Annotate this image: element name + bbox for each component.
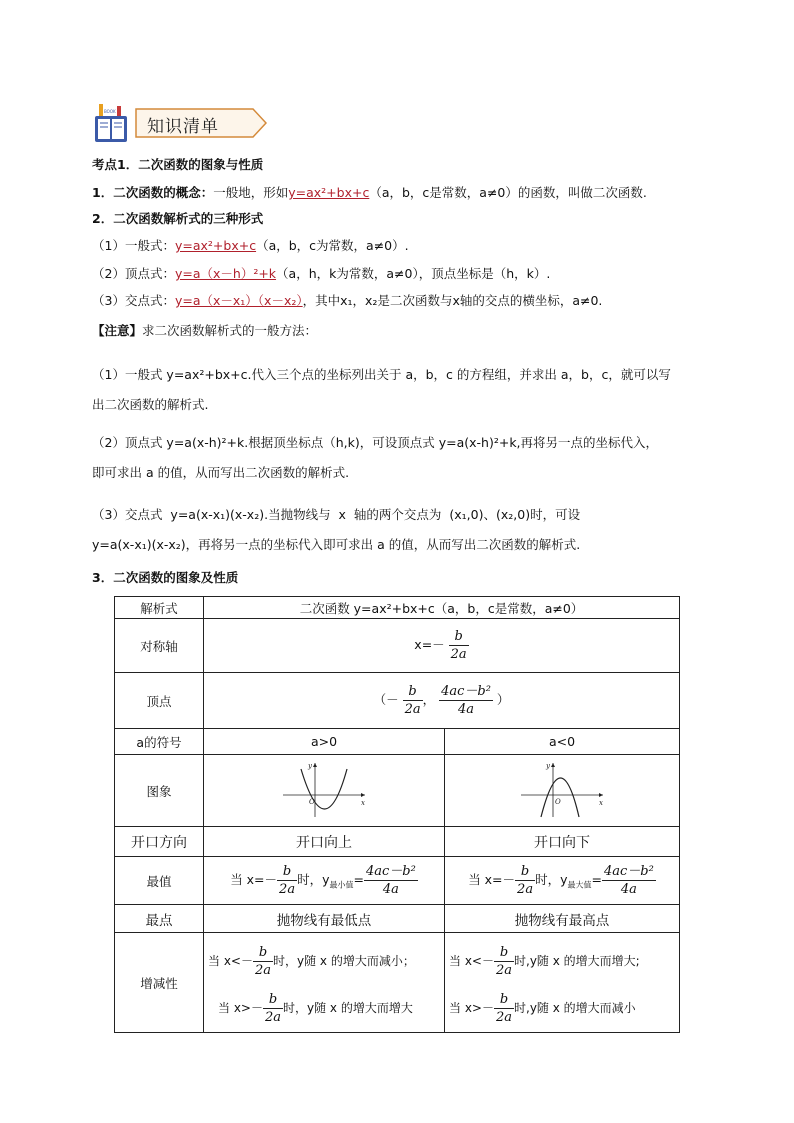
form-general xyxy=(92,237,409,255)
table-row xyxy=(115,827,680,857)
denominator: 4a xyxy=(620,882,637,897)
graph-up-cell xyxy=(204,755,445,827)
extremum-pre: 当 x=－ xyxy=(468,872,516,887)
mono-pre: 当 x>－ xyxy=(218,1000,263,1015)
denominator: 2a xyxy=(517,882,534,897)
note-paragraph-1 xyxy=(92,360,704,420)
sign-negative: a<0 xyxy=(445,729,680,755)
mono-post: 时，y随 x 的增大而增大 xyxy=(283,1000,413,1015)
mono-pre: 当 x<－ xyxy=(208,953,253,968)
form-intercept-formula: y=a（x－x₁）（x－x₂） xyxy=(174,293,303,308)
fraction xyxy=(277,863,297,898)
extremum-pre: 当 x=－ xyxy=(230,872,278,887)
form-vertex-formula: y=a（x－h）²+k xyxy=(174,266,277,281)
numerator: 4ac－b² xyxy=(603,864,654,879)
vertex-cell xyxy=(204,673,680,729)
parabola-down-graph xyxy=(517,759,607,819)
row-header: 解析式 xyxy=(115,597,204,619)
badge-label-box xyxy=(135,108,267,138)
mono-line xyxy=(449,944,675,979)
properties-table xyxy=(114,596,680,1033)
note-line xyxy=(92,322,317,340)
table-row xyxy=(115,597,680,619)
denominator: 2a xyxy=(495,1009,513,1025)
section-badge xyxy=(93,102,273,144)
lowest-point: 抛物线有最低点 xyxy=(204,905,445,933)
form-intercept xyxy=(92,292,602,310)
fraction xyxy=(515,863,535,898)
note-paragraph-3 xyxy=(92,500,704,560)
denominator: 4a xyxy=(458,702,475,717)
y-axis-label: y xyxy=(546,762,550,770)
origin-label: O xyxy=(309,798,315,806)
concept-post: （a，b，c是常数，a≠0）的函数，叫做二次函数. xyxy=(369,185,647,200)
note-3-line-2: y=a(x-x₁)(x-x₂)，再将另一点的坐标代入即可求出 a 的值，从而写出二次函数的解析式. xyxy=(92,537,581,552)
table-row xyxy=(115,619,680,673)
x-axis-label: x xyxy=(361,799,365,807)
row-header: 最值 xyxy=(115,857,204,905)
table-row xyxy=(115,729,680,755)
max-value-cell xyxy=(445,857,680,905)
form-vertex xyxy=(92,265,550,283)
extremum-mid: 时，y xyxy=(535,872,568,887)
denominator: 2a xyxy=(254,962,272,978)
concept-formula: y=ax²+bx+c xyxy=(288,185,370,200)
fraction xyxy=(263,991,283,1026)
table-row xyxy=(115,673,680,729)
mono-pre: 当 x<－ xyxy=(449,953,494,968)
svg-text:BOOK: BOOK xyxy=(104,109,116,114)
mono-line xyxy=(208,944,440,979)
comma: ， xyxy=(422,692,436,707)
note-paragraph-2 xyxy=(92,428,704,488)
forms-heading: 2．二次函数解析式的三种形式 xyxy=(92,211,264,226)
row-header: 最点 xyxy=(115,905,204,933)
mono-pre: 当 x>－ xyxy=(449,1000,494,1015)
numerator: b xyxy=(515,863,535,881)
paren-open: （－ xyxy=(373,692,399,707)
table-row xyxy=(115,755,680,827)
note-1-line-1: （1）一般式 y=ax²+bx+c.代入三个点的坐标列出关于 a，b，c 的方程组，并求出 a，b，c，就可以写 xyxy=(92,367,671,382)
mono-line xyxy=(449,991,675,1026)
row-header: 开口方向 xyxy=(115,827,204,857)
expression-cell: 二次函数 y=ax²+bx+c（a，b，c是常数，a≠0） xyxy=(204,597,680,619)
note-1-line-2: 出二次函数的解析式. xyxy=(92,397,209,412)
denominator: 2a xyxy=(404,702,421,717)
numerator: b xyxy=(277,863,297,881)
form-intercept-post: ，其中x₁，x₂是二次函数与x轴的交点的横坐标，a≠0. xyxy=(302,293,603,308)
equals: = xyxy=(591,872,602,887)
numerator: b xyxy=(494,944,514,962)
form-general-pre: （1）一般式： xyxy=(92,238,175,253)
note-head: 【注意】 xyxy=(92,323,143,338)
fraction xyxy=(494,944,514,979)
opens-up: 开口向上 xyxy=(204,827,445,857)
extremum-mid: 时，y xyxy=(297,872,330,887)
fraction xyxy=(439,683,493,718)
min-value-cell xyxy=(204,857,445,905)
form-vertex-pre: （2）顶点式： xyxy=(92,266,175,281)
concept-head: 1．二次函数的概念： xyxy=(92,185,214,200)
note-2-line-2: 即可求出 a 的值，从而写出二次函数的解析式. xyxy=(92,465,350,480)
highest-point: 抛物线有最高点 xyxy=(445,905,680,933)
concept-line xyxy=(92,184,647,202)
monotonicity-down-cell xyxy=(445,933,680,1033)
opens-down: 开口向下 xyxy=(445,827,680,857)
denominator: 2a xyxy=(495,962,513,978)
fraction xyxy=(364,863,418,898)
axis-pre: x=－ xyxy=(414,637,445,652)
monotonicity-up-cell xyxy=(204,933,445,1033)
mono-line xyxy=(218,991,440,1026)
row-header: 顶点 xyxy=(115,673,204,729)
denominator: 2a xyxy=(279,882,296,897)
row-header: a的符号 xyxy=(115,729,204,755)
table-row xyxy=(115,857,680,905)
graph-heading: 3．二次函数的图象及性质 xyxy=(92,570,239,585)
row-header: 图象 xyxy=(115,755,204,827)
numerator: 4ac－b² xyxy=(365,864,416,879)
row-header: 增减性 xyxy=(115,933,204,1033)
paren-close: ） xyxy=(496,692,510,707)
fraction xyxy=(602,863,656,898)
form-vertex-post: （a，h，k为常数，a≠0），顶点坐标是（h，k）. xyxy=(276,266,551,281)
form-general-post: （a，b，c为常数，a≠0）. xyxy=(256,238,409,253)
x-axis-label: x xyxy=(599,799,603,807)
note-2-line-1: （2）顶点式 y=a(x-h)²+k.根据顶坐标点（h,k)，可设顶点式 y=a(x-h)²+k,再将另一点的坐标代入， xyxy=(92,435,659,450)
denominator: 2a xyxy=(264,1009,282,1025)
mono-post: 时，y随 x 的增大而减小； xyxy=(273,953,415,968)
numerator: b xyxy=(449,628,469,646)
fraction xyxy=(449,628,469,663)
extremum-sub: 最小值 xyxy=(329,880,354,890)
origin-label: O xyxy=(555,798,561,806)
denominator: 4a xyxy=(382,882,399,897)
numerator: 4ac－b² xyxy=(441,684,491,699)
form-general-formula: y=ax²+bx+c xyxy=(174,238,257,253)
numerator: b xyxy=(263,991,283,1009)
table-row xyxy=(115,933,680,1033)
numerator: b xyxy=(253,944,273,962)
section-title: 考点1．二次函数的图象与性质 xyxy=(92,157,264,172)
parabola-up-graph xyxy=(279,759,369,819)
mono-post: 时,y随 x 的增大而增大; xyxy=(514,953,640,968)
form-intercept-pre: （3）交点式： xyxy=(92,293,175,308)
note-3-line-1: （3）交点式 y=a(x-x₁)(x-x₂).当抛物线与 x 轴的两个交点为 (x₁,0)、(x₂,0)时，可设 xyxy=(92,507,581,522)
table-row xyxy=(115,905,680,933)
badge-label: 知识清单 xyxy=(147,117,219,137)
graph-down-cell xyxy=(445,755,680,827)
equals: = xyxy=(353,872,364,887)
note-text: 求二次函数解析式的一般方法： xyxy=(142,323,318,338)
mono-post: 时,y随 x 的增大而减小 xyxy=(514,1000,636,1015)
numerator: b xyxy=(494,991,514,1009)
numerator: b xyxy=(403,683,423,701)
row-header: 对称轴 xyxy=(115,619,204,673)
fraction xyxy=(253,944,273,979)
axis-cell xyxy=(204,619,680,673)
denominator: 2a xyxy=(450,647,467,662)
fraction xyxy=(403,683,423,718)
sign-positive: a>0 xyxy=(204,729,445,755)
y-axis-label: y xyxy=(308,762,312,770)
fraction xyxy=(494,991,514,1026)
book-icon xyxy=(93,102,129,144)
concept-pre: 一般地，形如 xyxy=(213,185,289,200)
extremum-sub: 最大值 xyxy=(567,880,592,890)
